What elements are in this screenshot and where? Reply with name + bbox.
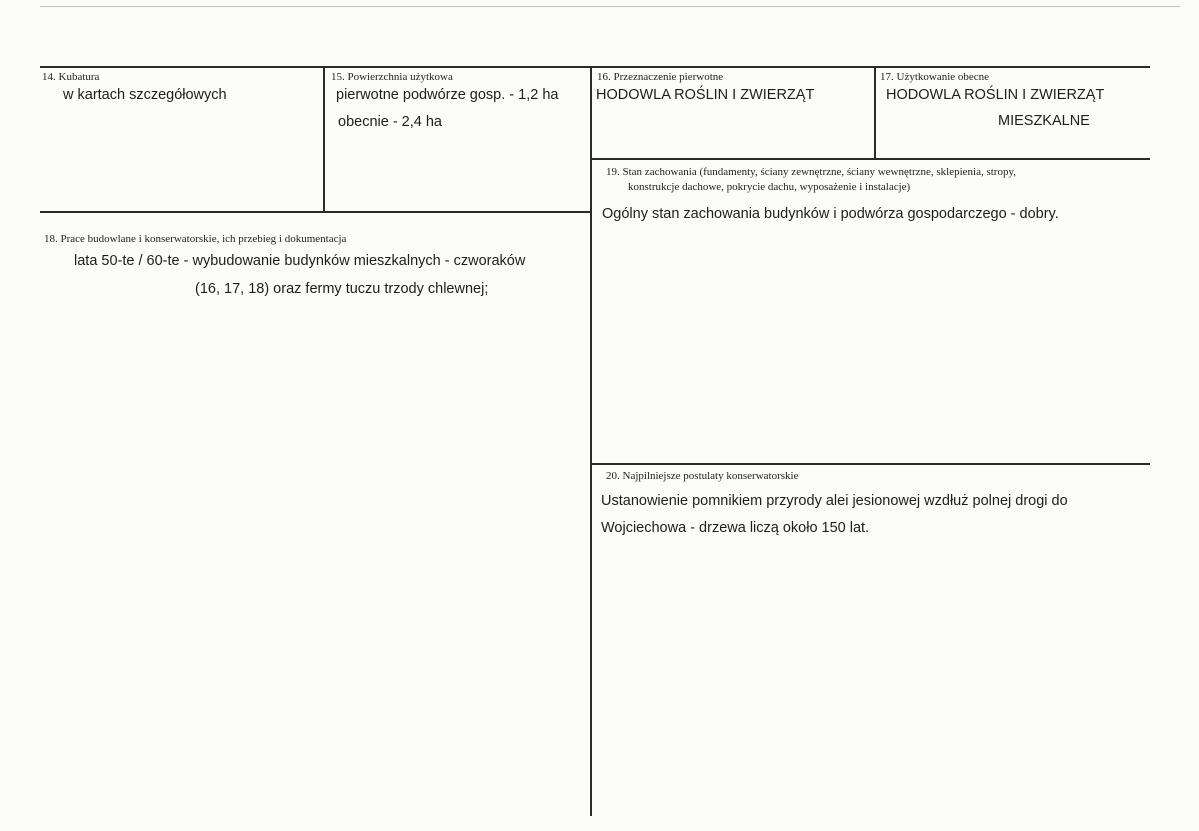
field-20-value-line2: Wojciechowa - drzewa liczą około 150 lat. <box>601 520 870 536</box>
field-20-value-line1: Ustanowienie pomnikiem przyrody alei jesionowej wzdłuż polnej drogi do <box>601 493 1068 509</box>
field-14-label: 14. Kubatura <box>42 71 100 83</box>
divider-14-15 <box>323 66 325 213</box>
main-vertical-divider <box>590 66 592 816</box>
field-18-value-line2: (16, 17, 18) oraz fermy tuczu trzody chlewnej; <box>195 281 489 297</box>
field-19-value: Ogólny stan zachowania budynków i podwórza gospodarczego - dobry. <box>602 206 1059 222</box>
field-18-value-line1: lata 50-te / 60-te - wybudowanie budynków mieszkalnych - czworaków <box>74 253 526 269</box>
field-14-value: w kartach szczegółowych <box>63 87 227 103</box>
field-20-label: 20. Najpilniejsze postulaty konserwatorskie <box>606 470 799 482</box>
field-17-label: 17. Użytkowanie obecne <box>880 71 990 83</box>
divider-16-17 <box>874 66 876 159</box>
row1-top-border <box>40 66 1150 68</box>
field20-top-border <box>592 463 1150 465</box>
top-divider <box>40 6 1180 7</box>
field19-top-border <box>592 158 1150 160</box>
field-19-label-line2: konstrukcje dachowe, pokrycie dachu, wyposażenie i instalacje) <box>628 181 911 193</box>
row1-left-bottom-border <box>40 211 592 213</box>
field-16-label: 16. Przeznaczenie pierwotne <box>597 71 724 83</box>
field-19-label-line1: 19. Stan zachowania (fundamenty, ściany zewnętrzne, ściany wewnętrzne, sklepienia, stropy, <box>606 166 1017 178</box>
field-15-label: 15. Powierzchnia użytkowa <box>331 71 453 83</box>
field-18-label: 18. Prace budowlane i konserwatorskie, ich przebieg i dokumentacja <box>44 233 347 245</box>
field-16-value: HODOWLA ROŚLIN I ZWIERZĄT <box>596 87 815 103</box>
field-17-value-line1: HODOWLA ROŚLIN I ZWIERZĄT <box>886 87 1105 103</box>
field-17-value-line2: MIESZKALNE <box>998 113 1090 129</box>
field-15-value-line1: pierwotne podwórze gosp. - 1,2 ha <box>336 87 559 103</box>
field-15-value-line2: obecnie - 2,4 ha <box>338 114 442 130</box>
